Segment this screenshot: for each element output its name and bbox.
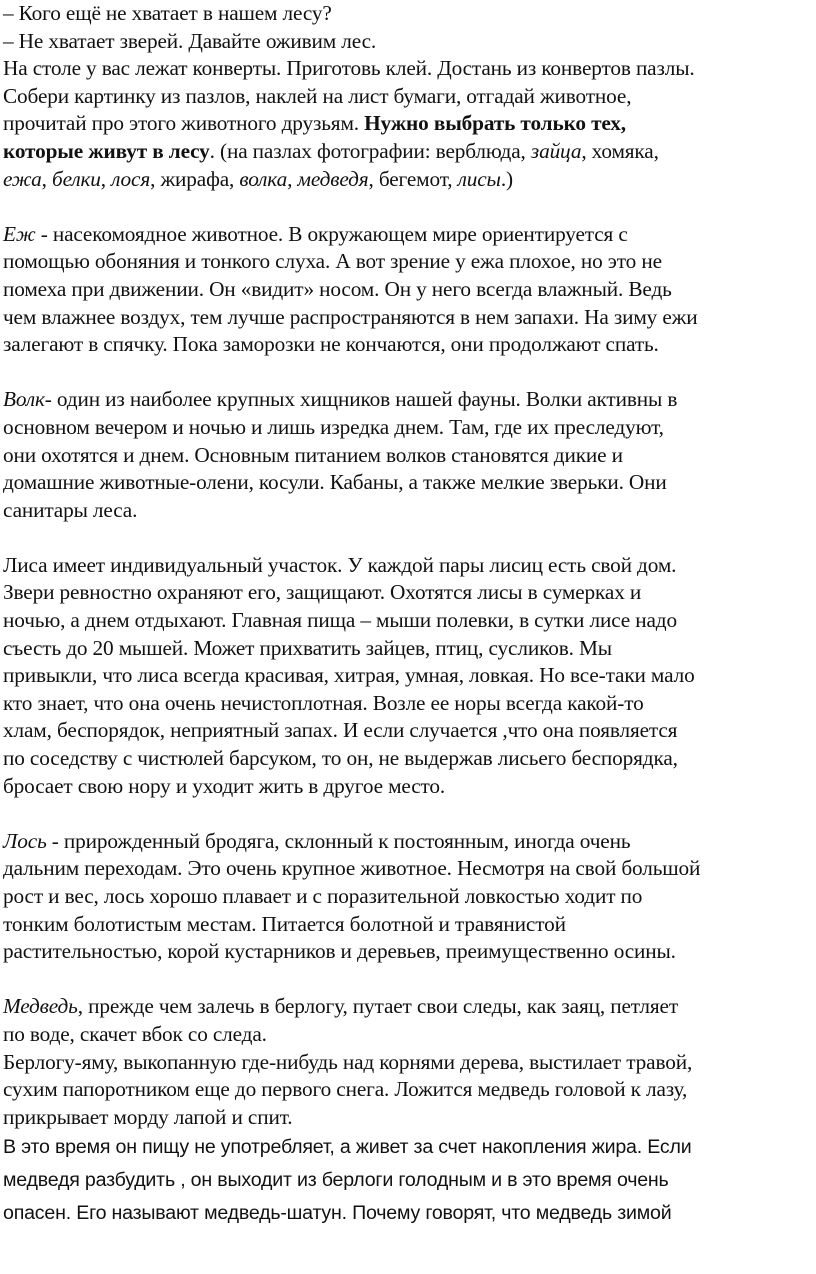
animal-italic: волка, медведя — [239, 166, 369, 191]
text-span: , — [100, 166, 112, 191]
text-line — [3, 993, 810, 1021]
wolf-section — [3, 386, 810, 524]
text-line: бросает свою нору и уходит жить в другое место. — [3, 773, 446, 798]
instruction-bold: которые живут в лесу — [3, 138, 210, 163]
text-line: чем влажнее воздух, тем лучше распространяются в нем запахи. На зиму ежи — [3, 304, 698, 329]
text-line: привыкли, что лиса всегда красивая, хитрая, умная, ловкая. Но все-таки мало — [3, 663, 695, 688]
paragraph-gap — [3, 800, 810, 828]
text-line: домашние животные-олени, косули. Кабаны, а также мелкие зверьки. Они — [3, 470, 667, 495]
text-line: основном вечером и ночью и лишь изредка днем. Там, где их преследуют, — [3, 414, 664, 439]
text-line: растительностью, корой кустарников и деревьев, преимущественно осины. — [3, 939, 676, 964]
text-span: прочитай про этого животного друзьям. — [3, 111, 365, 136]
instruction-bold: Нужно выбрать только тех, — [364, 111, 626, 136]
paragraph-gap — [3, 359, 810, 387]
text-line: помеха при движении. Он «видит» носом. Он у него всегда влажный. Ведь — [3, 276, 672, 301]
text-line: они охотятся и днем. Основным питанием волков становятся дикие и — [3, 442, 623, 467]
text-line: опасен. Его называют медведь-шатун. Почему говорят, что медведь зимой — [3, 1201, 672, 1224]
text-line: санитары леса. — [3, 497, 138, 522]
text-line: тонким болотистым местам. Питается болотной и травянистой — [3, 911, 566, 936]
text-line — [3, 138, 810, 166]
text-line: съесть до 20 мышей. Может прихватить зайцев, птиц, сусликов. Мы — [3, 635, 612, 660]
text-span: , бегемот, — [368, 166, 458, 191]
text-line: помощью обоняния и тонкого слуха. А вот зрение у ежа плохое, но это не — [3, 249, 662, 274]
text-line: по воде, скачет вбок со следа. — [3, 1021, 267, 1046]
text-span: , — [41, 166, 53, 191]
text-line — [3, 166, 810, 194]
text-span: . (на пазлах фотографии: верблюда, — [209, 138, 531, 163]
dialog-question: – Кого ещё не хватает в нашем лесу? — [3, 1, 332, 25]
text-line: дальним переходам. Это очень крупное животное. Несмотря на свой большой — [3, 856, 701, 881]
animal-italic: лося — [111, 166, 151, 191]
paragraph-gap — [3, 524, 810, 552]
text-line: ночью, а днем отдыхают. Главная пища – мыши полевки, в сутки лисе надо — [3, 608, 677, 633]
text-line: сухим папоротником еще до первого снега. Ложится медведь головой к лазу, — [3, 1077, 688, 1102]
intro-section — [3, 0, 810, 193]
text-line: залегают в спячку. Пока заморозки не кончаются, они продолжают спать. — [3, 332, 659, 357]
text-span: - один из наиболее крупных хищников нашей фауны. Волки активны в — [44, 387, 678, 412]
text-span: , жирафа, — [150, 166, 240, 191]
animal-name: Волк — [3, 387, 45, 412]
text-line: В это время он пищу не употребляет, а живет за счет накопления жира. Если — [3, 1136, 692, 1159]
fox-section — [3, 552, 810, 800]
bear-section — [3, 993, 810, 1229]
text-line: Звери ревностно охраняют его, защищают. Охотятся лисы в сумерках и — [3, 580, 642, 605]
animal-name: Лось — [3, 828, 47, 853]
animal-italic: ежа — [3, 166, 42, 191]
animal-italic: белки — [52, 166, 101, 191]
text-line: Берлогу-яму, выкопанную где-нибудь над корнями дерева, выстилает травой, — [3, 1049, 693, 1074]
moose-section — [3, 828, 810, 966]
text-line: кто знает, что она очень нечистоплотная. Возле ее норы всегда какой-то — [3, 690, 644, 715]
text-line: медведя разбудить , он выходит из берлоги голодным и в это время очень — [3, 1169, 669, 1192]
text-line: На столе у вас лежат конверты. Приготовь клей. Достань из конвертов пазлы. — [3, 56, 695, 81]
dialog-answer: – Не хватает зверей. Давайте оживим лес. — [3, 28, 377, 53]
paragraph-gap — [3, 193, 810, 221]
text-line: Лиса имеет индивидуальный участок. У каждой пары лисиц есть свой дом. — [3, 552, 677, 577]
text-span: , хомяка, — [581, 138, 659, 163]
text-span: - прирожденный бродяга, склонный к постоянным, иногда очень — [46, 828, 631, 853]
text-line: рост и вес, лось хорошо плавает и с поразительной ловкостью ходит по — [3, 884, 643, 908]
animal-italic: лисы — [457, 166, 501, 191]
paragraph-gap — [3, 966, 810, 994]
hedgehog-section — [3, 221, 810, 359]
text-span: .) — [500, 166, 513, 191]
text-span: - насекомоядное животное. В окружающем мире ориентируется с — [35, 221, 628, 246]
animal-name: Медведь — [3, 994, 78, 1019]
text-line: по соседству с чистюлей барсуком, то он, не выдержав лисьего беспорядка, — [3, 746, 678, 771]
text-line — [3, 828, 810, 856]
text-line: хлам, беспорядок, неприятный запах. И если случается ,что она появляется — [3, 718, 678, 743]
text-line: Собери картинку из пазлов, наклей на лист бумаги, отгадай животное, — [3, 83, 632, 108]
text-line: прикрывает морду лапой и спит. — [3, 1104, 293, 1129]
text-line — [3, 110, 810, 138]
animal-name: Еж — [3, 221, 36, 246]
text-line — [3, 221, 810, 249]
text-span: , прежде чем залечь в берлогу, путает свои следы, как заяц, петляет — [77, 994, 678, 1019]
animal-italic: зайца — [530, 138, 582, 163]
text-line — [3, 386, 810, 414]
